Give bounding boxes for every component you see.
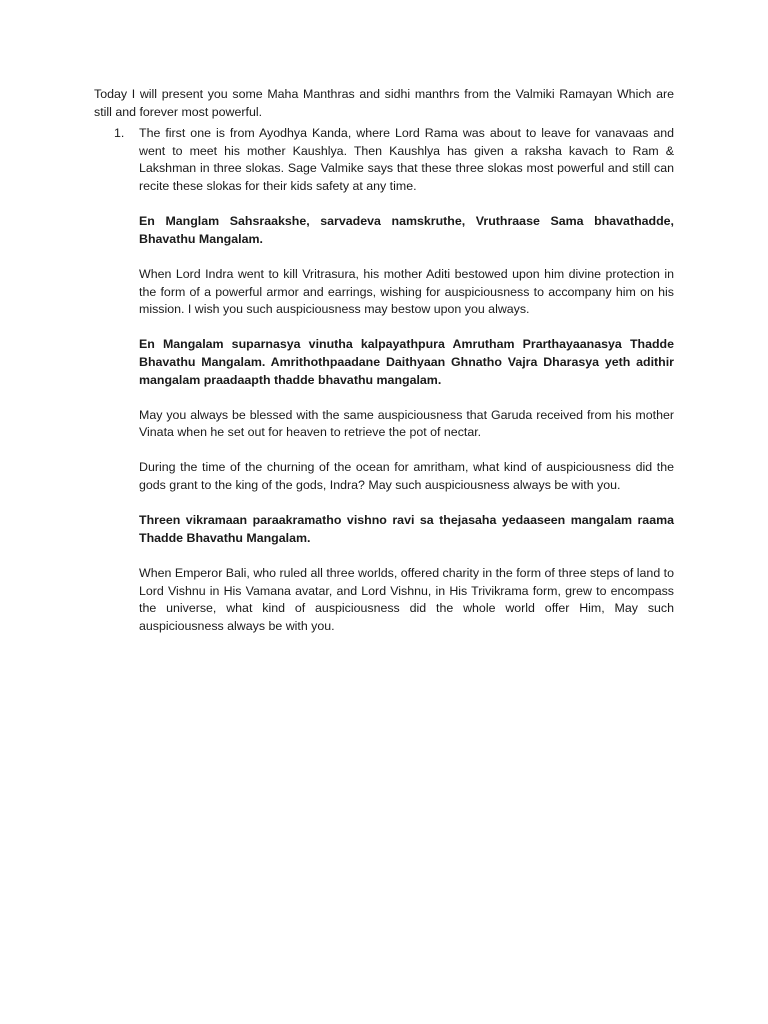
list-item bbox=[94, 125, 674, 635]
mantra-vikramaan: Threen vikramaan paraakramatho vishno ravi sa thejasaha yedaaseen mangalam raama Thadde Bhavathu Mangalam. bbox=[139, 513, 674, 545]
list-number: 1. bbox=[114, 126, 125, 141]
mantra-suparnasya: En Mangalam suparnasya vinutha kalpayathpura Amrutham Prarthayaanasya Thadde Bhavathu Mangalam. Amrithothpaadane Daithyaan Ghnatho Vajra Dharasya yeth adithir mangalam praadaapth thadde bhavathu mangalam. bbox=[139, 337, 674, 387]
paragraph-churning-ocean: During the time of the churning of the ocean for amritham, what kind of auspiciousness did the gods grant to the king of the gods, Indra? May such auspiciousness always be with you. bbox=[139, 460, 674, 493]
document-body bbox=[94, 86, 674, 635]
mantra-sahsraakshe: En Manglam Sahsraakshe, sarvadeva namskruthe, Vruthraase Sama bhavathadde, Bhavathu Mangalam. bbox=[139, 214, 674, 246]
paragraph-indra-vritrasura: When Lord Indra went to kill Vritrasura, his mother Aditi bestowed upon him divine protection in the form of a powerful armor and earrings, wishing for auspiciousness to accompany him on his mission. I wish you such auspiciousness may bestow upon you always. bbox=[139, 266, 674, 317]
paragraph-garuda: May you always be blessed with the same auspiciousness that Garuda received from his mother Vinata when he set out for heaven to retrieve the pot of nectar. bbox=[139, 407, 674, 440]
paragraph-emperor-bali: When Emperor Bali, who ruled all three worlds, offered charity in the form of three steps of land to Lord Vishnu in His Vamana avatar, and Lord Vishnu, in His Trivikrama form, grew to encompass the universe, what kind of auspiciousness did the whole world offer Him, May such auspiciousness always be with you. bbox=[139, 566, 674, 633]
list-item-body bbox=[139, 125, 674, 635]
paragraph-ayodhya-kanda: The first one is from Ayodhya Kanda, where Lord Rama was about to leave for vanavaas and went to meet his mother Kaushlya. Then Kaushlya has given a raksha kavach to Ram & Lakshman in three slokas. Sage Valmike says that these three slokas most powerful and still can recite these slokas for their kids safety at any time. bbox=[139, 126, 674, 193]
intro-paragraph: Today I will present you some Maha Manthras and sidhi manthrs from the Valmiki Ramayan Which are still and forever most powerful. bbox=[94, 87, 674, 119]
